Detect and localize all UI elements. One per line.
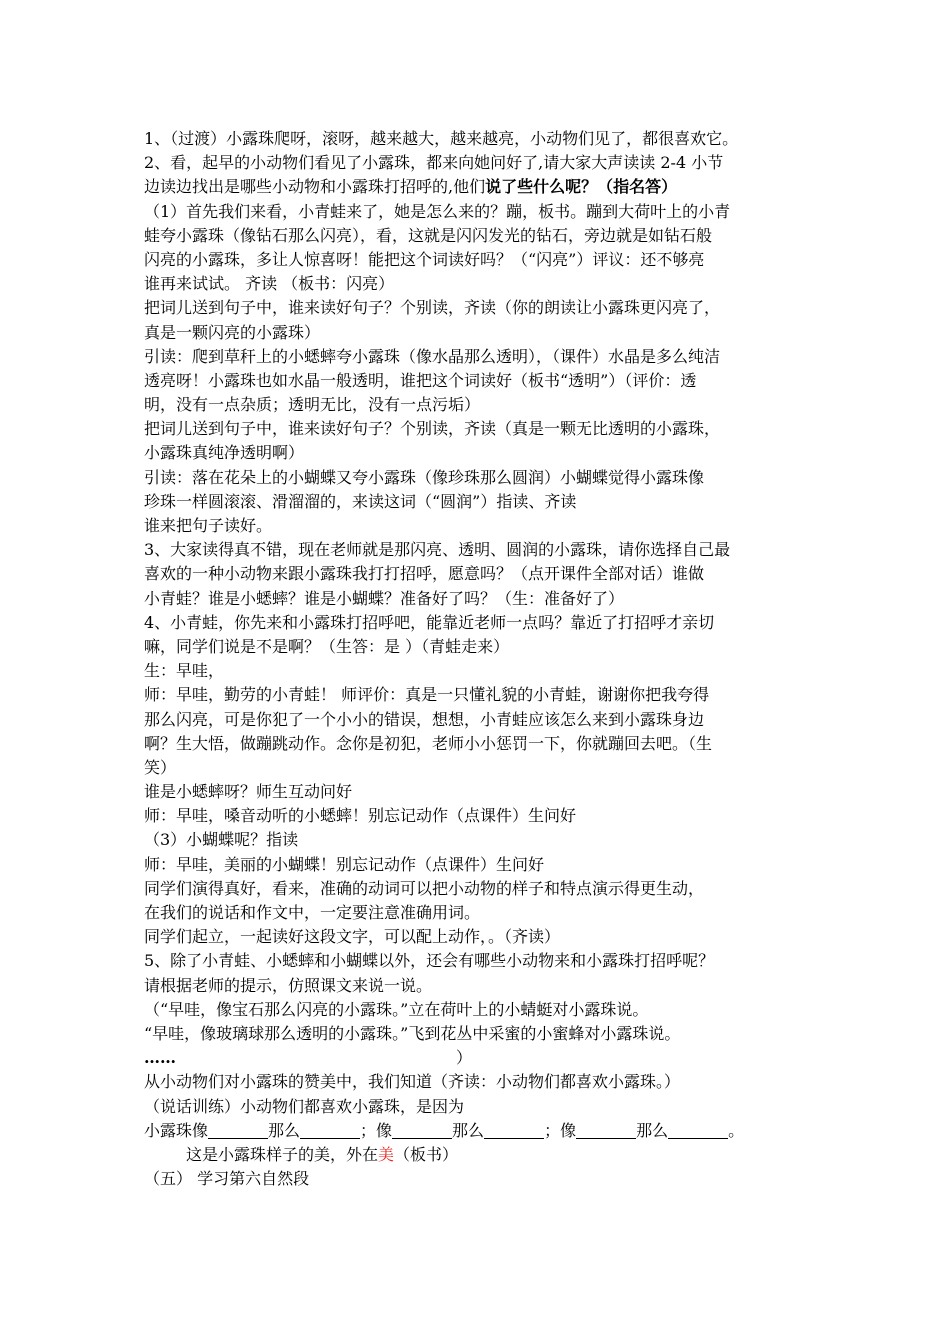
para-frog-line2: 蛙夸小露珠（像钻石那么闪亮），看，这就是闪闪发光的钻石，旁边就是如钻石般 xyxy=(144,225,713,245)
para-student-greet: 生：早哇， xyxy=(144,661,225,681)
para-step4-line2: 嘛，同学们说是不是啊？（生答：是 ）（青蛙走来） xyxy=(144,636,510,656)
para-step4-line1: 4、小青蛙，你先来和小露珠打招呼吧，能靠近老师一点吗？靠近了打招呼才亲切 xyxy=(144,612,715,632)
para-cricket-line1: 引读：爬到草秆上的小蟋蟀夸小露珠（像水晶那么透明），（课件）水晶是多么纯洁 xyxy=(144,346,721,366)
blank-6 xyxy=(668,1122,728,1139)
para-teacher-frog-line1: 师：早哇，勤劳的小青蛙！ 师评价：真是一只懂礼貌的小青蛙，谢谢你把我夸得 xyxy=(144,685,710,705)
para-summary-line2: 在我们的说话和作文中，一定要注意准确用词。 xyxy=(144,903,481,922)
para-stand-read: 同学们起立，一起读好这段文字，可以配上动作，。（齐读） xyxy=(144,927,561,947)
para-who-cricket: 谁是小蟋蟀呀？师生互动问好 xyxy=(144,782,353,802)
close-paren: ） xyxy=(456,1048,473,1068)
para-step5-line2: 请根据老师的提示，仿照课文来说一说。 xyxy=(144,975,433,995)
para-step3-line1: 3、大家读得真不错，现在老师就是那闪亮、透明、圆润的小露珠，请你选择自己最 xyxy=(144,540,731,560)
para-touming-line2: 小露珠真纯净透明啊） xyxy=(144,443,305,463)
para-outer-beauty xyxy=(144,1143,824,1167)
blank-2 xyxy=(300,1122,360,1139)
bold-question: 说了些什么呢？（指名答） xyxy=(485,177,678,197)
para-touming-line1: 把词儿送到句子中，谁来读好句子？个别读，齐读（真是一颗无比透明的小露珠， xyxy=(144,419,721,439)
blank-4 xyxy=(484,1122,544,1139)
para-teacher-frog-line3: 啊？生大悟，做蹦跳动作。念你是初犯，老师小小惩罚一下，你就蹦回去吧。（生 xyxy=(144,733,713,753)
para-step5-line1: 5、除了小青蛙、小蟋蟀和小蝴蝶以外，还会有哪些小动物来和小露珠打招呼呢？ xyxy=(144,951,715,971)
fill-text: 那么 xyxy=(452,1120,485,1140)
blank-3 xyxy=(392,1122,452,1139)
para-step2-line1: 2、看，起早的小动物们看见了小露珠，都来向她问好了,请大家大声读读 2-4 小节 xyxy=(144,153,724,173)
para-shanliang-line2: 真是一颗闪亮的小露珠） xyxy=(144,322,321,342)
para-teacher-frog-line4: 笑） xyxy=(144,757,177,777)
para-cricket-line3: 明，没有一点杂质；透明无比，没有一点污垢） xyxy=(144,395,481,415)
para-teacher-cricket: 师：早哇，嗓音动听的小蟋蟀！别忘记动作（点课件）生问好 xyxy=(144,806,577,826)
text-span: 边读边找出是哪些小动物和小露珠打招呼的,他们 xyxy=(144,177,486,197)
red-highlight: 美 xyxy=(378,1144,395,1164)
fill-text: 小露珠像 xyxy=(144,1120,209,1140)
section-heading-five: （五） 学习第六自然段 xyxy=(144,1169,310,1189)
para-dragonfly: （“早哇，像宝石那么闪亮的小露珠。”立在荷叶上的小蜻蜓对小露珠说。 xyxy=(144,999,649,1019)
para-frog-line3: 闪亮的小露珠，多让人惊喜呀！能把这个词读好吗？（“闪亮”）评议：还不够亮 xyxy=(144,249,705,269)
para-bee: “早哇，像玻璃球那么透明的小露珠。”飞到花丛中采蜜的小蜜蜂对小露珠说。 xyxy=(144,1023,681,1043)
para-step3-line2: 喜欢的一种小动物来跟小露珠我打打招呼，愿意吗？（点开课件全部对话）谁做 xyxy=(144,564,705,584)
para-butterfly-ask: （3）小蝴蝶呢？指读 xyxy=(144,830,299,850)
para-shanliang-line1: 把词儿送到句子中，谁来读好句子？个别读，齐读（你的朗读让小露珠更闪亮了， xyxy=(144,298,721,318)
para-step2-line2 xyxy=(144,175,824,199)
fill-text: 那么 xyxy=(636,1120,669,1140)
para-conclusion: 从小动物们对小露珠的赞美中，我们知道（齐读：小动物们都喜欢小露珠。） xyxy=(144,1072,681,1092)
blank-1 xyxy=(208,1122,268,1139)
para-transition: 1、（过渡）小露珠爬呀，滚呀，越来越大，越来越亮，小动物们见了，都很喜欢它。 xyxy=(144,129,739,148)
fill-text: ；像 xyxy=(544,1120,577,1140)
blank-5 xyxy=(576,1122,636,1139)
text-span: 这是小露珠样子的美，外在 xyxy=(186,1144,379,1164)
para-frog-line4: 谁再来试试。 齐读 （板书：闪亮） xyxy=(144,274,395,294)
para-step3-line3: 小青蛙？谁是小蟋蟀？谁是小蝴蝶？准备好了吗？（生：准备好了） xyxy=(144,588,625,608)
para-butterfly-line2: 珍珠一样圆滚滚、滑溜溜的，来读这词（“圆润”）指读、齐读 xyxy=(144,491,577,511)
fill-text: 那么 xyxy=(268,1120,301,1140)
para-ellipsis xyxy=(144,1046,824,1070)
para-butterfly-line1: 引读：落在花朵上的小蝴蝶又夸小露珠（像珍珠那么圆润）小蝴蝶觉得小露珠像 xyxy=(144,467,705,487)
ellipsis: …… xyxy=(144,1048,176,1068)
para-frog-line1: （1）首先我们来看，小青蛙来了，她是怎么来的？蹦，板书。蹦到大荷叶上的小青 xyxy=(144,201,731,221)
para-cricket-line2: 透亮呀！小露珠也如水晶一般透明，谁把这个词读好（板书“透明”）（评价：透 xyxy=(144,370,697,390)
para-speaking-training: （说话训练）小动物们都喜欢小露珠，是因为 xyxy=(144,1096,465,1116)
fill-text: 。 xyxy=(728,1120,745,1140)
para-teacher-frog-line2: 那么闪亮，可是你犯了一个小小的错误，想想，小青蛙应该怎么来到小露珠身边 xyxy=(144,709,705,729)
para-fill-blanks xyxy=(144,1119,824,1143)
para-summary-line1: 同学们演得真好，看来，准确的动词可以把小动物的样子和特点演示得更生动， xyxy=(144,878,705,898)
text-span: （板书） xyxy=(394,1144,459,1164)
fill-text: ；像 xyxy=(360,1120,393,1140)
document-body xyxy=(144,127,824,1191)
para-butterfly-line3: 谁来把句子读好。 xyxy=(144,516,273,535)
para-teacher-butterfly: 师：早哇，美丽的小蝴蝶！别忘记动作（点课件）生问好 xyxy=(144,854,545,874)
